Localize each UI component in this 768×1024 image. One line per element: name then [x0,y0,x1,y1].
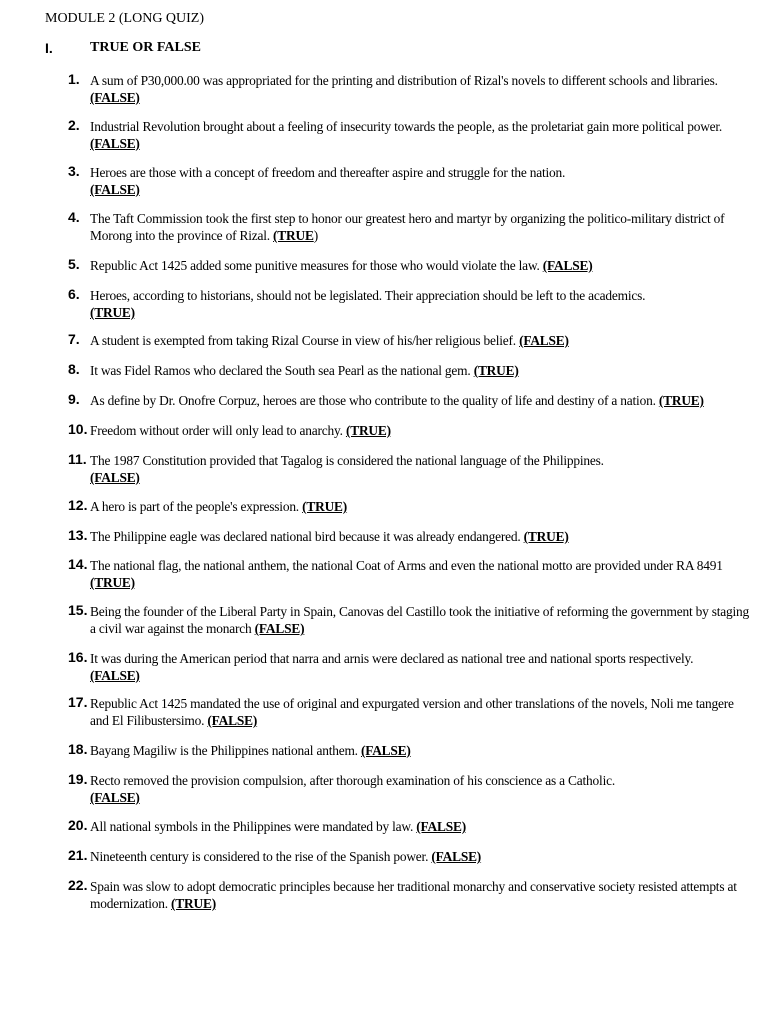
question-statement: The 1987 Constitution provided that Tagalog is considered the national language of the Philippines. [90,453,604,468]
question-number: 3. [68,163,80,179]
answer-label: (TRUE) [658,393,704,408]
question-statement: Republic Act 1425 added some punitive measures for those who would violate the law. [90,258,543,273]
question-number: 18. [68,741,88,757]
question-number: 19. [68,771,88,787]
question-statement: Heroes are those with a concept of freedom and thereafter aspire and struggle for the nation. [90,165,566,180]
answer-label: (FALSE) [416,819,466,834]
question-statement: Bayang Magiliw is the Philippines national anthem. [90,743,361,758]
question-number: 20. [68,817,88,833]
question-number: 14. [68,556,88,572]
question-text [90,557,750,591]
section-number: I. [45,40,53,56]
answer-label: (FALSE) [207,713,258,728]
question-text [90,287,750,321]
question-text [90,118,750,152]
question-number: 13. [68,527,88,543]
question-statement: Recto removed the provision compulsion, after thorough examination of his conscience as a Catholic. [90,773,615,788]
question-text [90,772,750,806]
question-statement: All national symbols in the Philippines were mandated by law. [90,819,417,834]
answer-label: (FALSE) [90,90,140,105]
answer-label: (FALSE) [90,668,140,683]
question-text [90,332,750,349]
question-statement: The Taft Commission took the first step to honor our greatest hero and martyr by organizing the politico-military district of Morong into the province of Rizal. [90,211,725,243]
question-statement: Industrial Revolution brought about a feeling of insecurity towards the people, as the proletariat gain more political power. [90,119,723,134]
answer-label: (TRUE) [473,363,519,378]
question-text [90,362,750,379]
question-statement: Heroes, according to historians, should not be legislated. Their appreciation should be left to the academics. [90,288,646,303]
question-text [90,392,750,409]
question-number: 1. [68,71,80,87]
question-text [90,257,750,274]
question-text [90,72,750,106]
answer-label: (FALSE) [90,470,140,485]
answer-label: (TRUE [273,228,314,243]
answer-label: (TRUE) [345,423,391,438]
question-number: 5. [68,256,80,272]
answer-label: (TRUE) [90,305,135,320]
question-text [90,650,750,684]
question-number: 12. [68,497,88,513]
question-statement: The national flag, the national anthem, the national Coat of Arms and even the national motto are provided under RA 8491 [90,558,723,573]
answer-label: (TRUE) [523,529,569,544]
question-statement: Freedom without order will only lead to anarchy. [90,423,346,438]
question-number: 4. [68,209,80,225]
question-text [90,498,750,515]
question-statement: A sum of P30,000.00 was appropriated for the printing and distribution of Rizal's novels to different schools and libraries. [90,73,718,88]
question-number: 9. [68,391,80,407]
question-number: 10. [68,421,88,437]
question-number: 22. [68,877,88,893]
question-statement: Republic Act 1425 mandated the use of original and expurgated version and other translations of the novels, Noli me tangere and El Filibustersimo. [90,696,734,728]
answer-label: (FALSE) [542,258,593,273]
question-number: 16. [68,649,88,665]
answer-label: (TRUE) [171,896,216,911]
answer-label: (TRUE) [302,499,348,514]
answer-label: (FALSE) [90,790,140,805]
question-statement: As define by Dr. Onofre Corpuz, heroes are those who contribute to the quality of life and destiny of a nation. [90,393,659,408]
section-title: TRUE OR FALSE [90,40,201,55]
question-number: 11. [68,451,87,467]
question-text [90,422,750,439]
question-number: 6. [68,286,80,302]
question-statement: It was during the American period that narra and arnis were declared as national tree and national sports respectively. [90,651,694,666]
question-text [90,848,750,865]
question-statement: Being the founder of the Liberal Party in Spain, Canovas del Castillo took the initiative of reforming the government by staging a civil war against the monarch [90,604,750,636]
question-text [90,818,750,835]
question-text [90,528,750,545]
question-text [90,742,750,759]
document-title: MODULE 2 (LONG QUIZ) [45,11,205,26]
question-number: 17. [68,694,88,710]
answer-label: (FALSE) [90,136,140,151]
question-number: 2. [68,117,80,133]
question-number: 21. [68,847,88,863]
question-text [90,878,750,912]
question-text [90,603,750,637]
question-text [90,695,750,729]
question-text [90,164,750,198]
question-statement: The Philippine eagle was declared national bird because it was already endangered. [90,529,524,544]
question-statement: It was Fidel Ramos who declared the South sea Pearl as the national gem. [90,363,474,378]
answer-label: (FALSE) [360,743,411,758]
answer-suffix: ) [313,228,318,243]
answer-label: (FALSE) [431,849,482,864]
answer-label: (FALSE) [90,182,140,197]
question-statement: A hero is part of the people's expression. [90,499,303,514]
answer-label: (TRUE) [90,575,135,590]
question-text [90,210,750,244]
question-text [90,452,750,486]
answer-label: (FALSE) [254,621,305,636]
question-statement: Nineteenth century is considered to the rise of the Spanish power. [90,849,432,864]
question-statement: Spain was slow to adopt democratic principles because her traditional monarchy and conservative society resisted attempts at modernization. [90,879,737,911]
question-statement: A student is exempted from taking Rizal Course in view of his/her religious belief. [90,333,520,348]
question-number: 8. [68,361,80,377]
question-number: 15. [68,602,88,618]
answer-label: (FALSE) [519,333,569,348]
question-number: 7. [68,331,80,347]
